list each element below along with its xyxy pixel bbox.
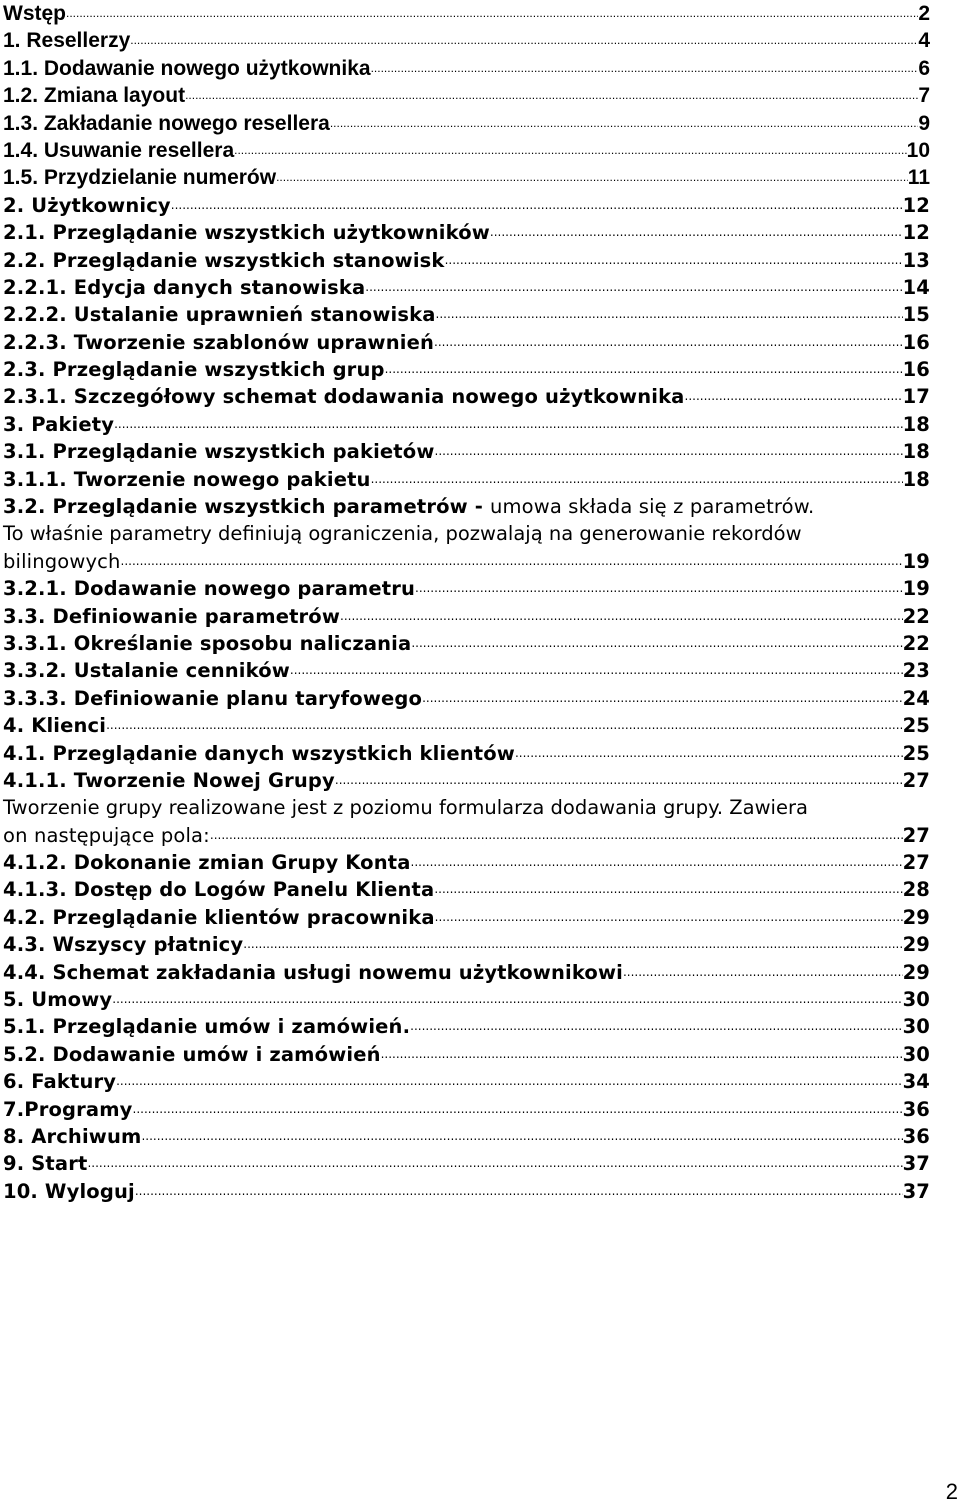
dot-leader — [435, 901, 903, 931]
toc-page-number: 2 — [918, 1, 930, 25]
toc-entry-label: 5.2. Dodawanie umów i zamówień — [3, 1042, 381, 1066]
toc-page-number: 29 — [902, 933, 930, 957]
toc-page-number: 29 — [902, 960, 930, 984]
toc-entry-label: 3.3.3. Definiowanie planu taryfowego — [3, 686, 423, 710]
toc-entry[interactable] — [3, 685, 930, 712]
toc-entry[interactable] — [3, 931, 930, 958]
toc-entry[interactable] — [3, 986, 930, 1013]
toc-entry[interactable] — [3, 904, 930, 931]
toc-entry[interactable] — [3, 164, 930, 191]
toc-entry[interactable] — [3, 82, 930, 109]
dot-leader — [185, 79, 918, 109]
toc-section-1 — [3, 0, 930, 493]
toc-entry[interactable] — [3, 1096, 930, 1123]
dot-leader — [381, 1038, 903, 1068]
toc-entry-label: 3.2.1. Dodawanie nowego parametru — [3, 577, 416, 601]
toc-page-number: 25 — [902, 714, 930, 738]
toc-entry[interactable] — [3, 603, 930, 630]
toc-entry[interactable] — [3, 712, 930, 739]
toc-page-number: 13 — [902, 248, 930, 272]
dot-leader — [515, 737, 903, 767]
toc-page-number: 37 — [902, 1179, 930, 1203]
toc-entry[interactable] — [3, 740, 930, 767]
toc-page-number: 7 — [918, 84, 930, 108]
toc-entry-label: 4. Klienci — [3, 714, 107, 738]
dot-leader — [685, 380, 903, 410]
dot-leader — [114, 408, 902, 438]
dot-leader — [335, 764, 903, 794]
toc-entry-label: 4.3. Wszyscy płatnicy — [3, 933, 244, 957]
dot-leader — [276, 161, 908, 191]
toc-entry[interactable] — [3, 110, 930, 137]
dot-leader — [435, 435, 903, 465]
toc-entry-continuation: To właśnie parametry definiują ograniczenia, pozwalają na generowanie rekordów — [3, 522, 802, 546]
toc-page-number: 18 — [902, 467, 930, 491]
toc-page-number: 22 — [902, 631, 930, 655]
toc-page-number: 30 — [902, 1042, 930, 1066]
dot-leader — [445, 244, 903, 274]
toc-entry[interactable] — [3, 356, 930, 383]
toc-entry-label: 1. Resellerzy — [3, 29, 131, 53]
dot-leader — [365, 271, 902, 301]
toc-entry-label: 5. Umowy — [3, 988, 113, 1012]
toc-entry-label: Wstęp — [3, 1, 66, 25]
toc-entry[interactable] — [3, 438, 930, 465]
dot-leader — [66, 0, 918, 27]
dot-leader — [171, 189, 903, 219]
toc-entry[interactable] — [3, 274, 930, 301]
toc-entry-label: 9. Start — [3, 1152, 88, 1176]
toc-entry-3-2[interactable] — [3, 493, 930, 520]
toc-page-number: 30 — [902, 1015, 930, 1039]
toc-entry-label: 3. Pakiety — [3, 412, 115, 436]
toc-entry[interactable] — [3, 1068, 930, 1095]
toc-entry[interactable] — [3, 301, 930, 328]
table-of-contents — [3, 0, 930, 1205]
toc-entry-3-2-end[interactable] — [3, 548, 930, 575]
toc-page-number: 23 — [902, 659, 930, 683]
dot-leader — [371, 52, 919, 82]
toc-page-number: 4 — [918, 29, 930, 53]
toc-entry[interactable] — [3, 1123, 930, 1150]
toc-entry[interactable] — [3, 849, 930, 876]
dot-leader — [340, 600, 903, 630]
toc-entry[interactable] — [3, 1041, 930, 1068]
toc-entry[interactable] — [3, 27, 930, 54]
toc-entry-label: 2. Użytkownicy — [3, 193, 171, 217]
dot-leader — [135, 1175, 903, 1205]
toc-entry-label: 3.1.1. Tworzenie nowego pakietu — [3, 467, 371, 491]
toc-entry-label: 2.2. Przeglądanie wszystkich stanowisk — [3, 248, 445, 272]
toc-page-number: 17 — [902, 385, 930, 409]
dot-leader — [121, 545, 903, 575]
toc-entry-label: 8. Archiwum — [3, 1125, 142, 1148]
toc-entry[interactable] — [3, 1150, 930, 1177]
toc-entry-label: 2.2.1. Edycja danych stanowiska — [3, 275, 366, 299]
toc-entry-label: 2.2.3. Tworzenie szablonów uprawnień — [3, 330, 435, 354]
dot-leader — [112, 983, 902, 1013]
toc-page-number: 30 — [902, 988, 930, 1012]
toc-page-number: 24 — [902, 686, 930, 710]
toc-entry[interactable] — [3, 383, 930, 410]
toc-page-number: 19 — [902, 549, 930, 573]
dot-leader — [436, 298, 903, 328]
toc-page-number: 37 — [902, 1152, 930, 1176]
toc-page-number: 12 — [902, 193, 930, 217]
toc-entry-label: 4.4. Schemat zakładania usługi nowemu użytkownikowi — [3, 960, 623, 984]
toc-entry-label: 4.2. Przeglądanie klientów pracownika — [3, 905, 435, 929]
dot-leader — [243, 928, 902, 958]
toc-entry[interactable] — [3, 0, 930, 27]
toc-page-number: 19 — [902, 577, 930, 601]
toc-page-number: 36 — [902, 1125, 930, 1148]
toc-entry-label: 3.1. Przeglądanie wszystkich pakietów — [3, 440, 435, 464]
toc-page-number: 27 — [902, 823, 930, 847]
toc-entry-label: 2.3.1. Szczegółowy schemat dodawania nowego użytkownika — [3, 385, 685, 409]
toc-page-number: 10 — [906, 138, 930, 162]
toc-entry-label: 7.Programy — [3, 1097, 133, 1121]
toc-entry-label: 5.1. Przeglądanie umów i zamówień. — [3, 1015, 411, 1039]
toc-entry[interactable] — [3, 55, 930, 82]
toc-entry[interactable] — [3, 1178, 930, 1205]
toc-entry-label: 3.3.2. Ustalanie cenników — [3, 659, 290, 683]
toc-entry-label: 6. Faktury — [3, 1070, 117, 1094]
dot-leader — [411, 627, 902, 657]
dot-leader — [434, 326, 903, 356]
toc-page-number: 6 — [918, 56, 930, 80]
toc-entry[interactable] — [3, 247, 930, 274]
toc-entry-label: on następujące pola: — [3, 823, 210, 847]
toc-page-number: 28 — [902, 878, 930, 902]
dot-leader — [290, 654, 903, 684]
toc-entry-continuation: Tworzenie grupy realizowane jest z poziomu formularza dodawania grupy. Zawiera — [3, 796, 808, 820]
toc-entry-label: 4.1.2. Dokonanie zmian Grupy Konta — [3, 851, 411, 875]
toc-entry[interactable] — [3, 137, 930, 164]
toc-page-number: 34 — [902, 1070, 930, 1094]
dot-leader — [210, 819, 903, 849]
dot-leader — [87, 1147, 902, 1177]
toc-entry[interactable] — [3, 1013, 930, 1040]
dot-leader — [422, 682, 903, 712]
toc-page-number: 9 — [918, 111, 930, 135]
toc-entry-label: 1.2. Zmiana layout — [3, 84, 186, 108]
dot-leader — [133, 1093, 903, 1123]
dot-leader — [410, 1010, 902, 1040]
toc-entry[interactable] — [3, 767, 930, 794]
toc-entry-label: 3.3.1. Określanie sposobu naliczania — [3, 631, 412, 655]
dot-leader — [234, 134, 907, 164]
toc-entry-label: 4.1.1. Tworzenie Nowej Grupy — [3, 768, 335, 792]
toc-entry[interactable] — [3, 219, 930, 246]
toc-entry-label: bilingowych — [3, 549, 121, 573]
toc-entry-label: 1.4. Usuwanie resellera — [3, 138, 235, 162]
toc-entry[interactable] — [3, 575, 930, 602]
toc-entry[interactable] — [3, 192, 930, 219]
dot-leader — [434, 873, 902, 903]
toc-entry-label: 3.2. Przeglądanie wszystkich parametrów - umowa składa się z parametrów. — [3, 495, 815, 519]
toc-page-number: 36 — [902, 1097, 930, 1121]
toc-entry-label: 10. Wyloguj — [3, 1179, 135, 1203]
toc-page-number: 27 — [902, 768, 930, 792]
dot-leader — [371, 463, 903, 493]
toc-page-number: 15 — [902, 303, 930, 327]
toc-page-number: 14 — [902, 275, 930, 299]
toc-entry-label: 2.2.2. Ustalanie uprawnień stanowiska — [3, 303, 436, 327]
toc-page-number: 16 — [902, 358, 930, 382]
toc-page-number: 16 — [902, 330, 930, 354]
dot-leader — [116, 1065, 902, 1095]
toc-page-number: 11 — [907, 166, 930, 190]
dot-leader — [411, 846, 903, 876]
toc-page-number: 29 — [902, 905, 930, 929]
dot-leader — [141, 1120, 902, 1150]
toc-page-number: 25 — [902, 741, 930, 765]
toc-entry[interactable] — [3, 657, 930, 684]
toc-page-number: 18 — [902, 412, 930, 436]
toc-entry-label: 1.5. Przydzielanie numerów — [3, 166, 277, 190]
dot-leader — [415, 572, 903, 602]
toc-page-number: 12 — [902, 221, 930, 245]
page-number: 2 — [945, 1479, 958, 1504]
toc-entry[interactable] — [3, 877, 930, 904]
toc-entry-grupa-end[interactable] — [3, 822, 930, 849]
dot-leader — [330, 107, 919, 137]
dot-leader — [385, 353, 903, 383]
toc-page-number: 22 — [902, 604, 930, 628]
dot-leader — [106, 709, 902, 739]
toc-page-number: 27 — [902, 851, 930, 875]
toc-section-3 — [3, 849, 930, 1205]
dot-leader — [130, 24, 918, 54]
toc-entry[interactable] — [3, 959, 930, 986]
toc-entry[interactable] — [3, 630, 930, 657]
toc-section-2 — [3, 575, 930, 794]
toc-entry-label: 4.1. Przeglądanie danych wszystkich klientów — [3, 741, 515, 765]
toc-entry-label: 4.1.3. Dostęp do Logów Panelu Klienta — [3, 878, 435, 902]
toc-entry[interactable] — [3, 411, 930, 438]
toc-entry[interactable] — [3, 329, 930, 356]
dot-leader — [490, 216, 903, 246]
toc-page-number: 18 — [902, 440, 930, 464]
dot-leader — [623, 956, 903, 986]
toc-entry-label: 1.3. Zakładanie nowego resellera — [3, 111, 330, 135]
toc-entry-label: 2.3. Przeglądanie wszystkich grup — [3, 358, 385, 382]
toc-entry-label: 3.3. Definiowanie parametrów — [3, 604, 341, 628]
toc-entry[interactable] — [3, 466, 930, 493]
toc-entry-label: 2.1. Przeglądanie wszystkich użytkowników — [3, 221, 490, 245]
toc-entry-label: 1.1. Dodawanie nowego użytkownika — [3, 56, 371, 80]
